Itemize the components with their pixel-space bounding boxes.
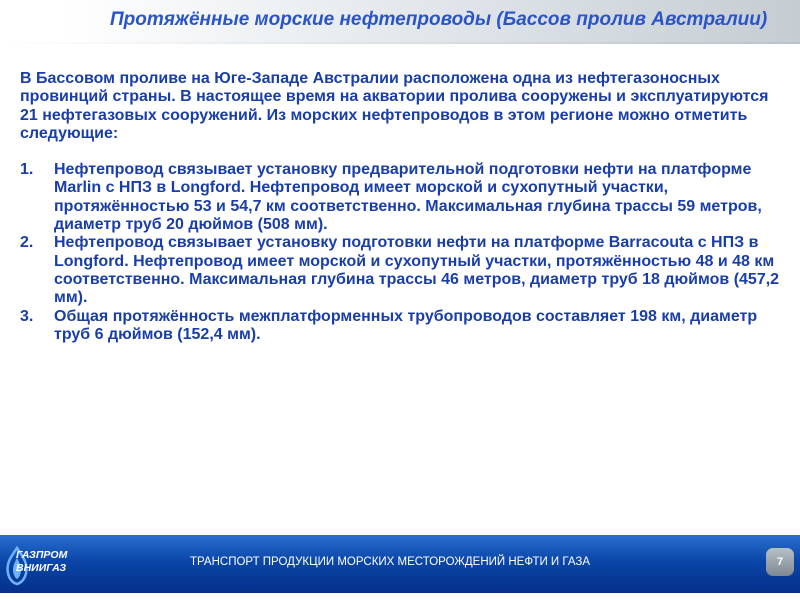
list-text: Нефтепровод связывает установку предварительной подготовки нефти на платформе Marlin с НПЗ в Longford. Нефтепровод имеет морской и сухопутный участки, протяжённостью 53 и 54,7 км соответственно. Максимальная глубина трассы 59 метров, диаметр труб 20 дюймов (508 мм). <box>54 161 762 234</box>
list-number: 3. <box>20 307 34 325</box>
list-item <box>20 234 780 307</box>
list-number: 1. <box>20 161 34 179</box>
footer-bar <box>0 535 800 593</box>
intro-paragraph: В Бассовом проливе на Юге-Западе Австралии расположена одна из нефтегазоносных провинций страны. В настоящее время на акватории пролива сооружены и эксплуатируются 21 нефтегазовых сооружений. Из морских нефтепроводов в этом регионе можно отметить следующие: <box>20 70 769 142</box>
list-number: 2. <box>20 234 34 252</box>
logo-line-1: ГАЗПРОМ <box>16 549 68 561</box>
logo-line-2: ВНИИГАЗ <box>16 562 67 574</box>
list-text: Общая протяжённость межплатформенных трубопроводов составляет 198 км, диаметр труб 6 дюймов (152,4 мм). <box>54 307 758 343</box>
company-logo <box>2 540 68 590</box>
title-bar <box>0 0 800 44</box>
slide-body <box>20 70 780 344</box>
page-number-badge <box>766 548 794 576</box>
list-text: Нефтепровод связывает установку подготовки нефти на платформе Barracouta с НПЗ в Longford. Нефтепровод имеет морской и сухопутный участки, протяжённостью 48 и 48 км соответственно. Максимальная глубина трассы 46 метров, диаметр труб 18 дюймов (457,2 мм). <box>54 234 780 307</box>
list-item <box>20 308 780 345</box>
slide-title: Протяжённые морские нефтепроводы (Бассов пролив Австралии) <box>110 9 768 30</box>
logo-text <box>16 549 67 575</box>
footer-caption: ТРАНСПОРТ ПРОДУКЦИИ МОРСКИХ МЕСТОРОЖДЕНИЙ НЕФТИ И ГАЗА <box>190 556 591 568</box>
page-number: 7 <box>776 556 784 568</box>
footer-bottom-strip <box>0 593 800 600</box>
list-item <box>20 161 780 234</box>
pipeline-list <box>20 161 780 344</box>
